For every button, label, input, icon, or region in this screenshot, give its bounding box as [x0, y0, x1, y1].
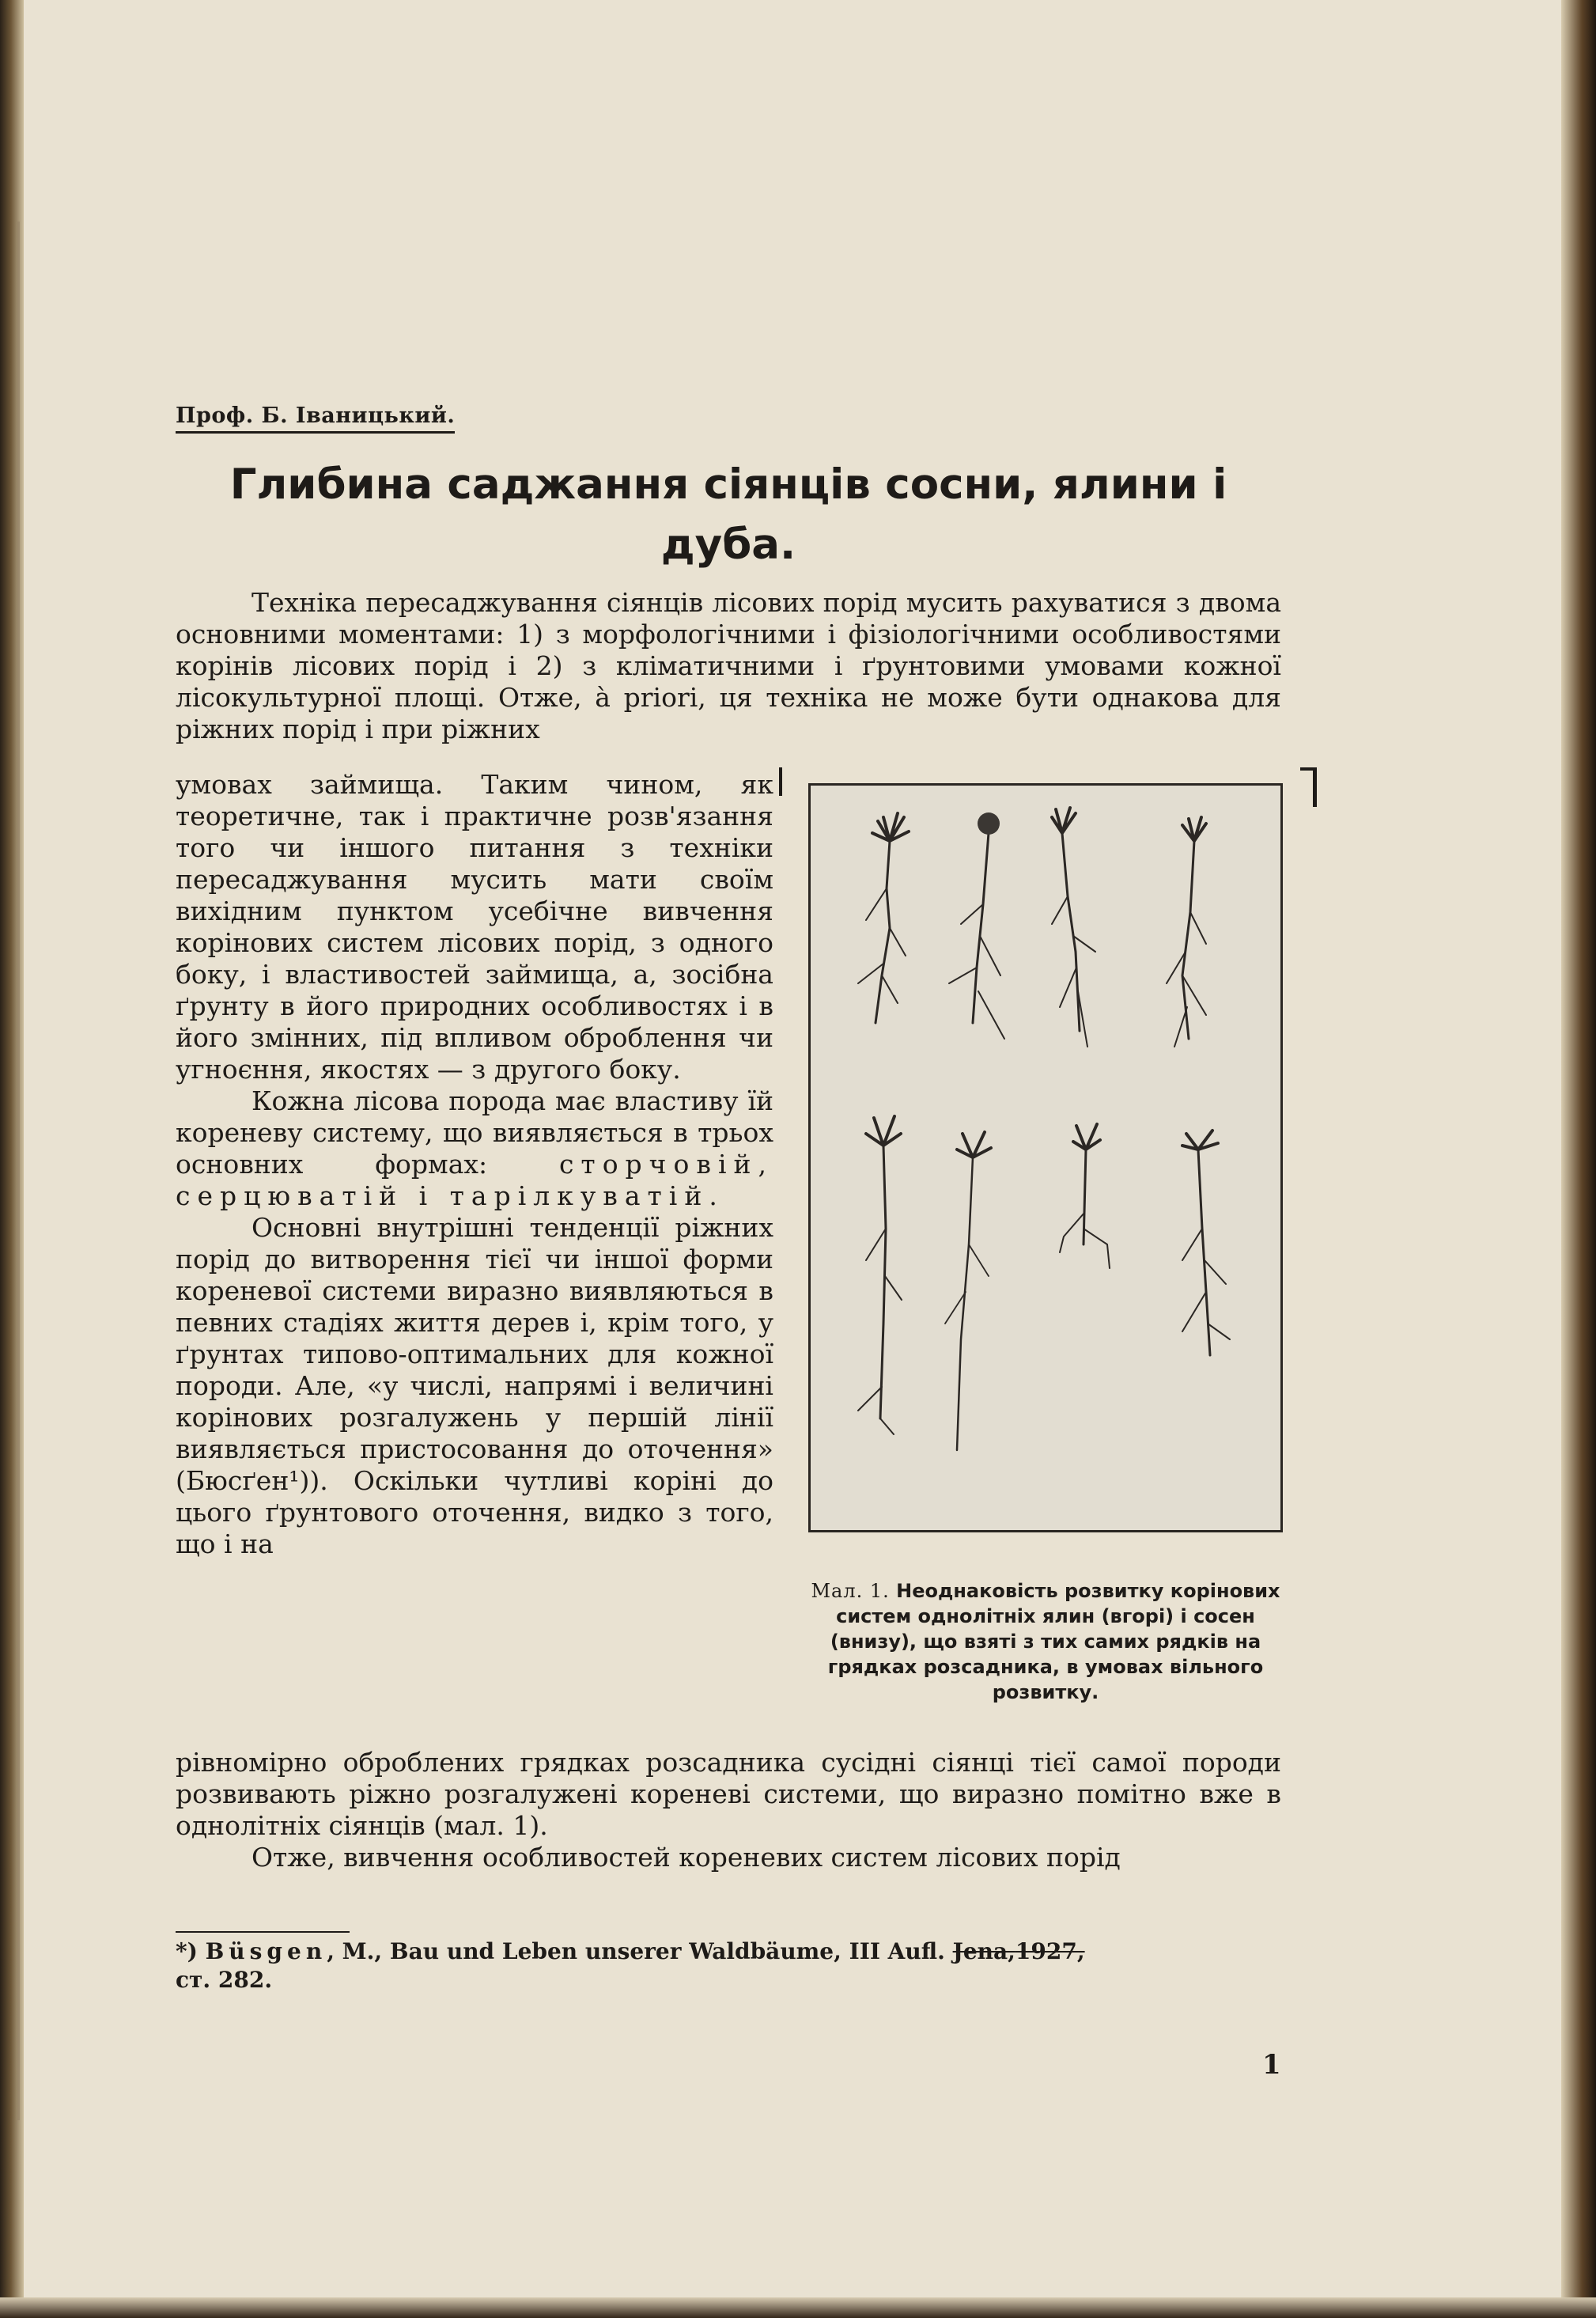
text-block-bottom	[176, 1747, 1281, 1873]
page-number: 1	[1262, 2049, 1281, 2081]
footnote-author: Büsgen	[205, 1938, 327, 1964]
footnote	[176, 1937, 1281, 1994]
figure-seedlings-photo	[808, 783, 1283, 1532]
page-left-edge	[0, 0, 24, 2318]
paragraph-1-start: Техніка пересаджування сіянців лісових порід мусить рахуватися з двома основними моментами: 1) з морфологічними і фізіологічними особливостями корінів лісових порід і 2) з кліматичними і ґрунтовими умовами кожної лісокультурної площі. Отже, à priori, ця техніка не може бути однакова для ріжних порід і при ріжних	[176, 587, 1281, 744]
footnote-rule	[176, 1931, 350, 1933]
figure-caption-text: Неоднаковість розвитку корінових систем однолітніх ялин (вгорі) і сосен (внизу), що взяті з тих самих рядків на грядках розсадника, в умовах вільного розвитку.	[827, 1580, 1280, 1703]
footnote-text: , M., Bau und Leben unserer Waldbäume, III Aufl.	[327, 1938, 945, 1964]
footnote-year: 1927,	[1015, 1938, 1085, 1964]
paragraph-2-text: Кожна лісова порода має властиву їй кореневу систему, що виявляється в трьох основних формах:	[176, 1085, 773, 1180]
paragraph-3-continued: рівномірно оброблених грядках розсадника сусідні сіянці тієї самої породи розвивають ріжно розгалужені кореневі системи, що виразно помітно вже в однолітніх сіянців (мал. 1).	[176, 1747, 1281, 1841]
figure-caption	[805, 1578, 1286, 1705]
article-title: Глибина саджання сіянців сосни, ялини і дуба.	[229, 460, 1227, 569]
paragraph-4-start: Отже, вивчення особливостей кореневих систем лісових порід	[252, 1842, 1121, 1873]
footnote-page: ст. 282.	[176, 1967, 273, 1993]
figure-bracket-right	[1313, 767, 1317, 807]
paragraph-3-start: Основні внутрішні тенденції ріжних порід до витворення тієї чи іншої форми кореневої системи виразно виявляються в певних стадіях життя дерев і, крім того, у ґрунтах типово-оптимальних для кожної породи. Але, «у числі, напрямі і величині корінових розгалужень у першій лінії виявляється пристосовання до оточення» (Бюсґен¹)). Оскільки чутливі коріні до цього ґрунтового оточення, видко з того, що і на	[176, 1212, 773, 1559]
footnote-struck-text: Jena,	[952, 1938, 1015, 1964]
page-right-edge	[1561, 0, 1596, 2318]
paragraph-1-continued: умовах займища. Таким чином, як теоретичне, так і практичне розв'язання того чи іншого питання з техніки пересаджування мусить мати своїм вихідним пунктом усебічне вивчення корінових систем лісових порід, з одного боку, і властивостей займища, а, зосібна ґрунту в його природних особливостях і в його змінних, під впливом оброблення чи угноєння, якостях — з другого боку.	[176, 769, 773, 1085]
root-forms-list: сторчовій, серцюватій і тарілкуватій.	[176, 1149, 773, 1211]
paragraph-2	[176, 1085, 773, 1212]
text-block-left-column	[176, 769, 773, 1560]
author-line: Проф. Б. Іваницький.	[176, 403, 455, 434]
figure-caption-label: Мал. 1.	[811, 1580, 890, 1602]
figure-bracket-left	[779, 767, 782, 796]
page-bottom-edge	[0, 2297, 1596, 2318]
gutter-line	[17, 222, 20, 2120]
text-block-top	[176, 587, 1281, 745]
figure-bracket-right-tick	[1300, 767, 1316, 771]
footnote-marker: *)	[176, 1938, 198, 1964]
seedlings-illustration	[811, 786, 1280, 1530]
